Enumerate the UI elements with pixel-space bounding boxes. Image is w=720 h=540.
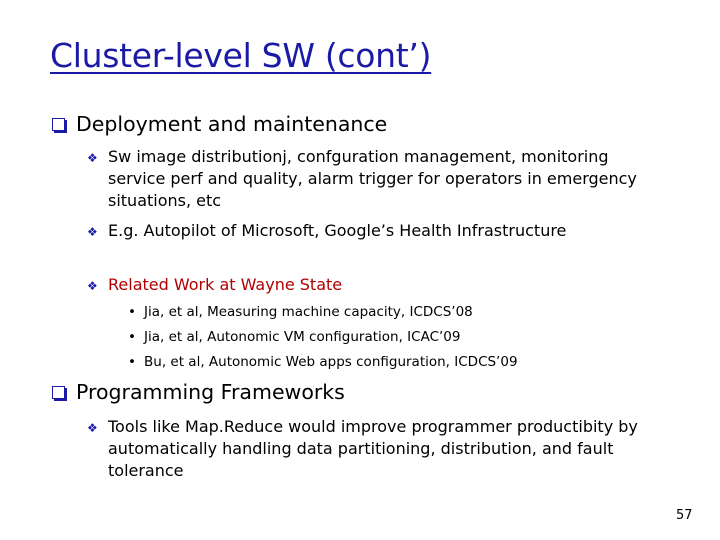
diamond-bullet-icon: ❖ — [87, 279, 98, 293]
diamond-bullet-icon: ❖ — [87, 225, 98, 239]
bullet-text: Tools like Map.Reduce would improve programmer productibity by automatically handling data partitioning, distribution, and fault tolerance — [108, 417, 638, 480]
bullet-text: Related Work at Wayne State — [108, 275, 343, 294]
bullet-item — [87, 146, 647, 212]
subitem-text: Bu, et al, Autonomic Web apps configuration, ICDCS’09 — [144, 354, 518, 370]
square-bullet-icon — [52, 386, 65, 399]
dot-bullet-icon: • — [128, 329, 136, 345]
dot-bullet-icon: • — [128, 354, 136, 370]
subitem-text: Jia, et al, Autonomic VM configuration, ICAC’09 — [144, 329, 461, 345]
bullet-item-related-work — [87, 274, 647, 296]
page-number: 57 — [676, 508, 693, 523]
bullet-item — [87, 220, 647, 242]
section-heading-deployment — [52, 112, 387, 136]
diamond-bullet-icon: ❖ — [87, 151, 98, 165]
subitem — [128, 351, 518, 373]
section-heading-programming — [52, 380, 345, 404]
subitem-text: Jia, et al, Measuring machine capacity, ICDCS’08 — [144, 304, 473, 320]
square-bullet-icon — [52, 118, 65, 131]
section-heading-text: Programming Frameworks — [76, 380, 345, 404]
subitem — [128, 326, 460, 348]
subitem — [128, 301, 473, 323]
bullet-text: E.g. Autopilot of Microsoft, Google’s Health Infrastructure — [108, 221, 567, 240]
section-heading-text: Deployment and maintenance — [76, 112, 388, 136]
slide-title: Cluster-level SW (cont’) — [50, 36, 432, 75]
diamond-bullet-icon: ❖ — [87, 421, 98, 435]
bullet-item — [87, 416, 647, 482]
bullet-text: Sw image distributionj, confguration management, monitoring service perf and quality, alarm trigger for operators in emergency situations, etc — [108, 147, 637, 210]
dot-bullet-icon: • — [128, 304, 136, 320]
